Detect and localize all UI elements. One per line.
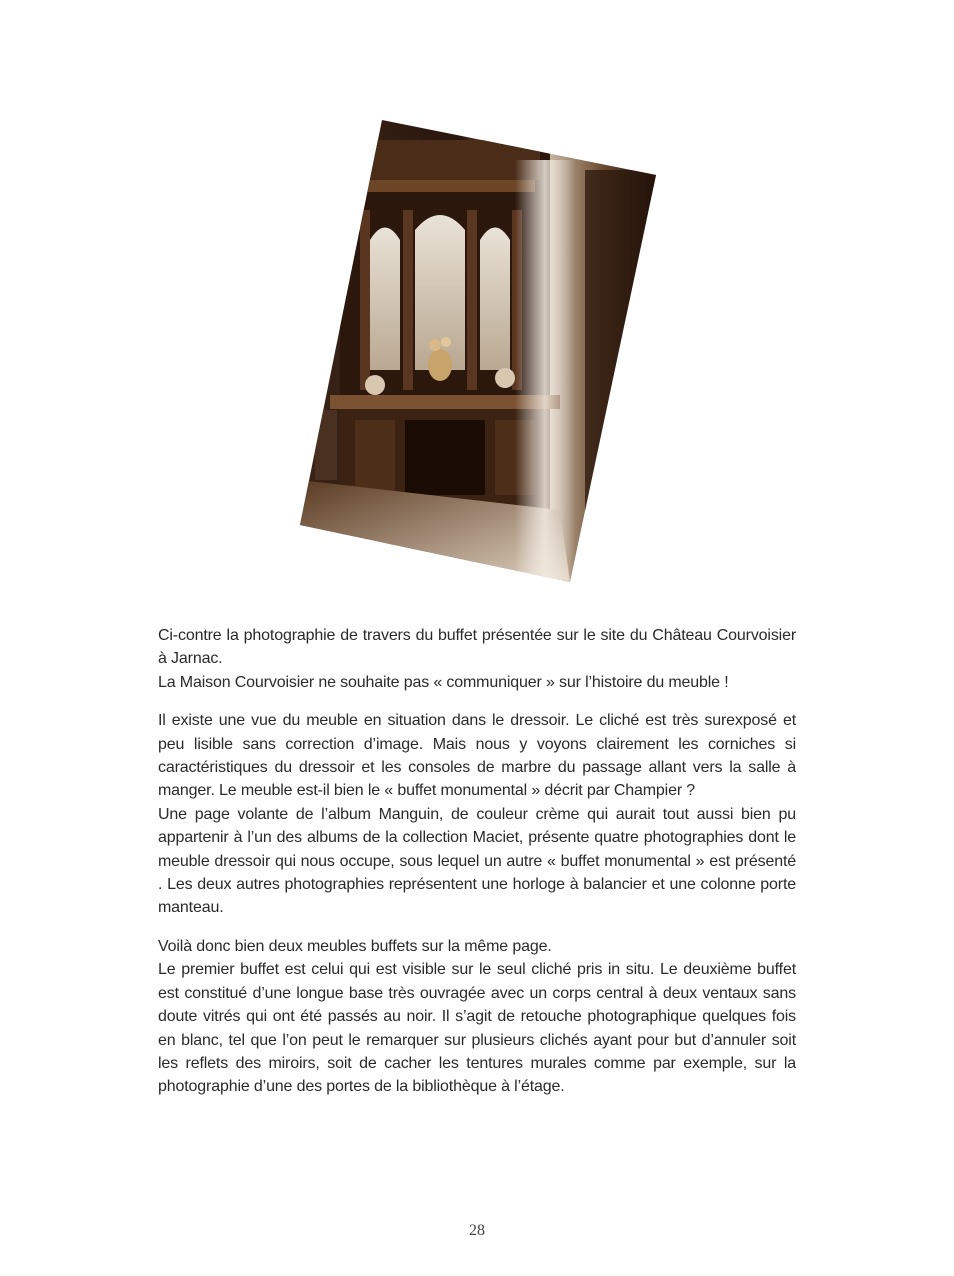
paragraph-line: Voilà donc bien deux meubles buffets sur la même page. [158,937,552,955]
paragraph-line: Ci-contre la photographie de travers du buffet présentée sur le site du Château Courvoisier à Jarnac. [158,627,796,668]
page-number: 28 [469,1222,485,1239]
paragraph-line: La Maison Courvoisier ne souhaite pas « communiquer » sur l’histoire du meuble ! [158,673,729,691]
paragraph-2 [158,709,796,920]
paragraph-line: Il existe une vue du meuble en situation dans le dressoir. Le cliché est très surexposé et peu lisible sans correction d’image. Mais nous y voyons clairement les corniches si caractéristiques du dressoir et les consoles de marbre du passage allant vers la salle à manger. Le meuble est-il bien le « buffet monumental » décrit par Champier ? [158,712,796,800]
paragraph-1 [158,624,796,694]
paragraph-line: Une page volante de l’album Manguin, de couleur crème qui aurait tout aussi bien pu appartenir à l’un des albums de la collection Maciet, présente quatre photographies dont le meuble dressoir qui nous occupe, sous lequel un autre « buffet monumental » est présenté . Les deux autres photographies représentent une horloge à balancier et une colonne porte manteau. [158,805,796,917]
body-text [158,624,796,1114]
paragraph-3 [158,935,796,1099]
paragraph-line: Le premier buffet est celui qui est visible sur le seul cliché pris in situ. Le deuxième buffet est constitué d’une longue base très ouvragée avec un corps central à deux ventaux sans doute vitrés qui ont été passés au noir. Il s’agit de retouche photographique quelques fois en blanc, tel que l’on peut le remarquer sur plusieurs clichés ayant pour but d’annuler soit les reflets des miroirs, soit de cacher les tentures murales comme par exemple, sur la photographie d’une des portes de la bibliothèque à l’étage. [158,961,796,1096]
buffet-photo-image [300,120,656,582]
tilted-buffet-photo [300,120,656,582]
